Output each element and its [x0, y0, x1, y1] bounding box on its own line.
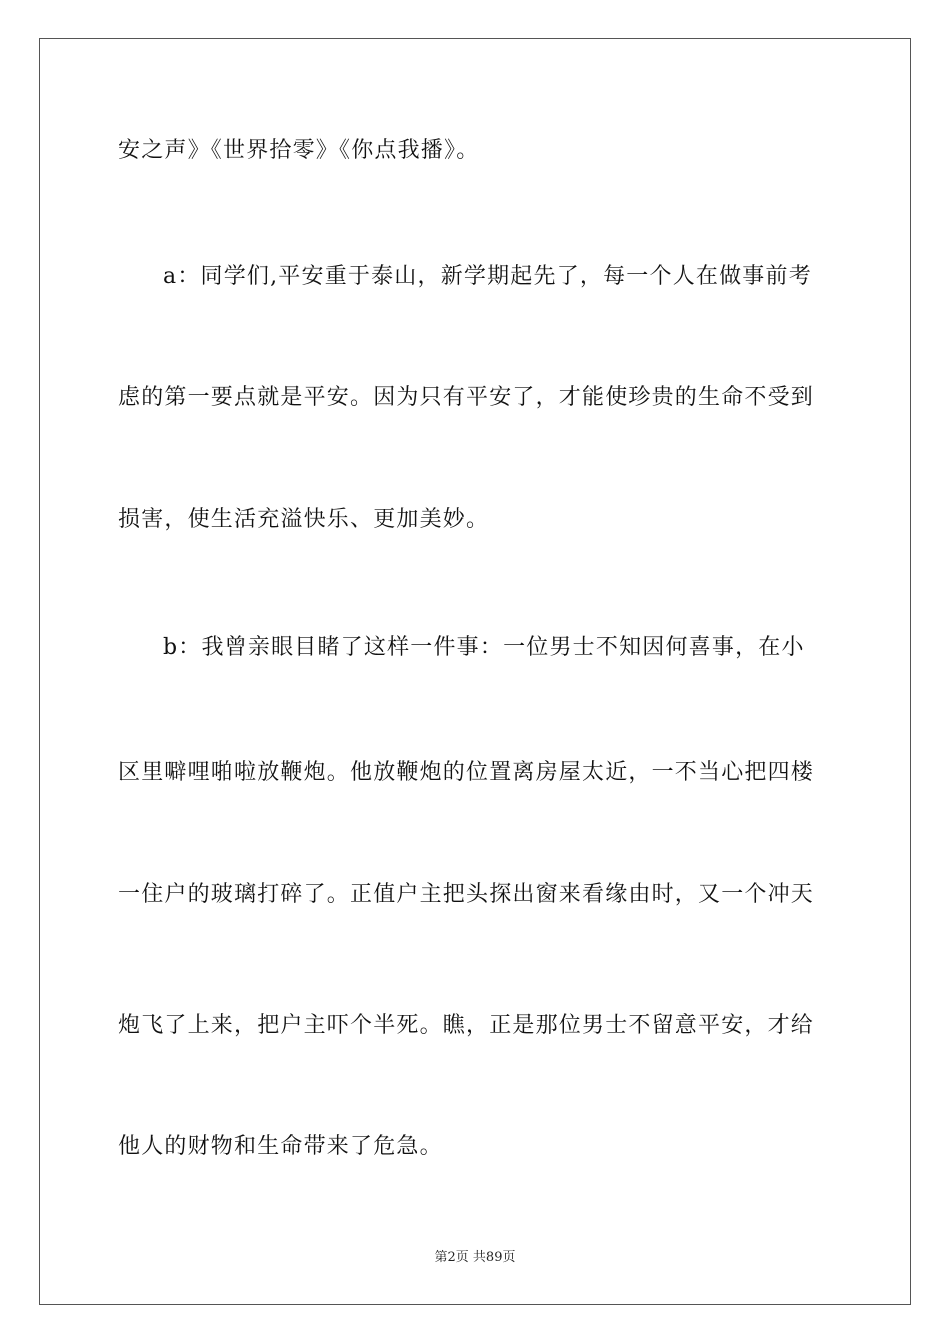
text-line: 损害，使生活充溢快乐、更加美妙。	[118, 507, 490, 532]
text-line: 虑的第一要点就是平安。因为只有平安了，才能使珍贵的生命不受到	[118, 385, 815, 410]
text-line: 区里噼哩啪啦放鞭炮。他放鞭炮的位置离房屋太近，一不当心把四楼	[118, 760, 815, 785]
text-line: 炮飞了上来，把户主吓个半死。瞧，正是那位男士不留意平安，才给	[118, 1013, 815, 1038]
page-border	[39, 38, 911, 1305]
text-line: 他人的财物和生命带来了危急。	[118, 1134, 443, 1159]
page-number-footer: 第2页 共89页	[434, 1250, 516, 1265]
paragraph-a-line: a：同学们,平安重于泰山，新学期起先了，每一个人在做事前考	[163, 264, 812, 289]
paragraph-b-line: b：我曾亲眼目睹了这样一件事：一位男士不知因何喜事，在小	[163, 635, 805, 660]
text-line: 安之声》《世界拾零》《你点我播》。	[118, 138, 480, 163]
text-line: 一住户的玻璃打碎了。正值户主把头探出窗来看缘由时，又一个冲天	[118, 882, 815, 907]
